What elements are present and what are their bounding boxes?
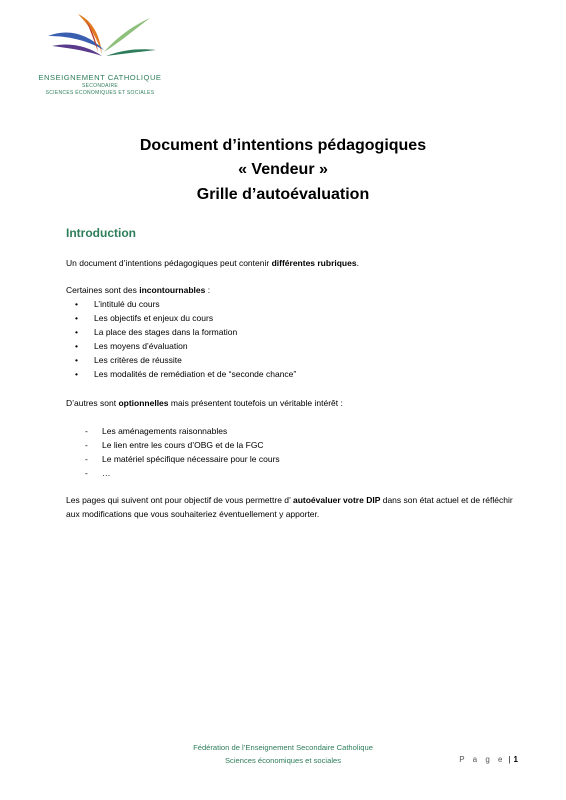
document-title-grille: Grille d’autoévaluation bbox=[196, 186, 370, 203]
footer-department: Sciences économiques et sociales bbox=[224, 756, 342, 765]
paragraph-objective: Les pages qui suivent ont pour objectif de vous permettre d’ autoévaluer votre DIP dans son état actuel et de réfléchir aux modifications que vous souhaiteriez éventuellement y apporter. bbox=[66, 495, 513, 519]
footer-federation: Fédération de l’Enseignement Secondaire Catholique bbox=[193, 743, 373, 752]
bullet-icon: • bbox=[75, 355, 78, 365]
bullet-icon: • bbox=[75, 341, 78, 351]
logo-subtitle-2: SCIENCES ÉCONOMIQUES ET SOCIALES bbox=[45, 90, 155, 96]
logo-subtitle: SECONDAIRE bbox=[81, 83, 119, 89]
dash-icon: - bbox=[85, 454, 88, 464]
page-number: P a g e | 1 bbox=[459, 755, 518, 764]
list-item: • Les modalités de remédiation et de “seconde chance” bbox=[75, 369, 297, 379]
bullet-icon: • bbox=[75, 299, 78, 309]
logo-brushstrokes-icon bbox=[38, 6, 163, 68]
list-item: • Les moyens d’évaluation bbox=[75, 341, 188, 351]
bullet-icon: • bbox=[75, 313, 78, 323]
paragraph-optional: D’autres sont optionnelles mais présentent toutefois un véritable intérêt : bbox=[66, 398, 343, 408]
list-item: • Les objectifs et enjeux du cours bbox=[75, 313, 214, 323]
list-item: - Le matériel spécifique nécessaire pour le cours bbox=[85, 454, 280, 464]
dash-icon: - bbox=[85, 426, 88, 436]
list-item: - Le lien entre les cours d’OBG et de la FGC bbox=[85, 440, 264, 450]
page-number-value: 1 bbox=[513, 755, 518, 764]
document-title-vendeur: « Vendeur » bbox=[238, 161, 328, 178]
dash-icon: - bbox=[85, 440, 88, 450]
page-label: P a g e bbox=[459, 755, 506, 764]
bullet-icon: • bbox=[75, 369, 78, 379]
list-item: • La place des stages dans la formation bbox=[75, 327, 238, 337]
list-item: • L’intitulé du cours bbox=[75, 299, 160, 309]
paragraph-mandatory: Certaines sont des incontournables : bbox=[66, 285, 211, 295]
document-title: Document d’intentions pédagogiques bbox=[139, 137, 427, 154]
paragraph-intro: Un document d’intentions pédagogiques peut contenir différentes rubriques. bbox=[66, 258, 359, 268]
list-item: - Les aménagements raisonnables bbox=[85, 426, 228, 436]
logo-title: ENSEIGNEMENT CATHOLIQUE bbox=[38, 73, 162, 82]
section-heading: Introduction bbox=[66, 226, 136, 240]
bullet-icon: • bbox=[75, 327, 78, 337]
list-item: - … bbox=[85, 468, 111, 478]
mandatory-list bbox=[72, 297, 296, 381]
logo bbox=[30, 6, 170, 96]
dash-icon: - bbox=[85, 468, 88, 478]
list-item: • Les critères de réussite bbox=[75, 355, 182, 365]
optional-list bbox=[84, 424, 280, 480]
